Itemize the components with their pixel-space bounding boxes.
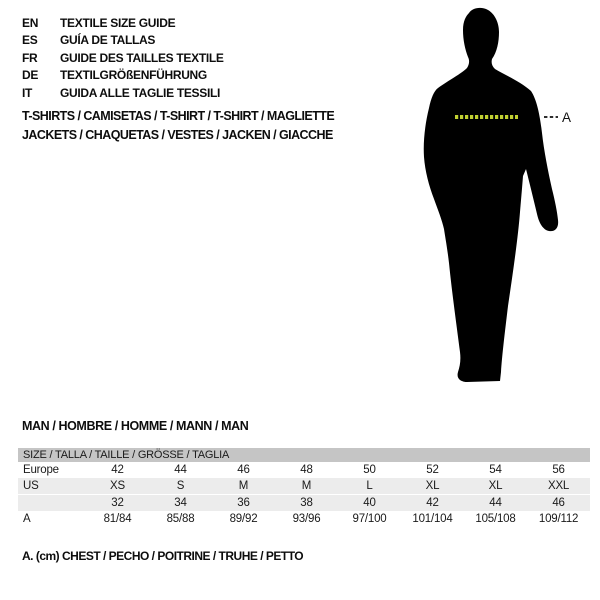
size-cell: 85/88 xyxy=(166,513,195,525)
language-label: GUIDA ALLE TAGLIE TESSILI xyxy=(60,85,221,100)
size-cell: XL xyxy=(464,478,527,495)
row-label xyxy=(18,495,86,512)
language-row-en xyxy=(22,14,224,32)
size-cell: 38 xyxy=(275,495,338,512)
table-row-chest-a xyxy=(18,511,590,527)
size-cell: 101/104 xyxy=(412,513,453,525)
row-label: Europe xyxy=(23,464,59,476)
language-list xyxy=(22,14,224,102)
size-cell: XS xyxy=(86,478,149,495)
size-cell: 48 xyxy=(300,464,313,476)
language-code: ES xyxy=(22,33,38,48)
man-silhouette xyxy=(424,8,558,382)
size-cell: 52 xyxy=(426,464,439,476)
size-cell: 50 xyxy=(363,464,376,476)
size-cell: 40 xyxy=(338,495,401,512)
size-cell: 44 xyxy=(464,495,527,512)
man-figure xyxy=(398,0,580,392)
size-table xyxy=(18,448,590,527)
language-code: DE xyxy=(22,68,39,83)
size-cell: S xyxy=(149,478,212,495)
table-row-numeric xyxy=(18,495,590,512)
size-cell: 109/112 xyxy=(538,513,579,525)
measure-label-a: A xyxy=(562,110,572,125)
language-label: GUÍA DE TALLAS xyxy=(60,33,156,48)
size-cell: 32 xyxy=(86,495,149,512)
size-cell: L xyxy=(338,478,401,495)
size-cell: 81/84 xyxy=(103,513,132,525)
language-code: FR xyxy=(22,50,38,65)
measurement-footnote: A. (cm) CHEST / PECHO / POITRINE / TRUHE / PETTO xyxy=(22,549,304,563)
table-row-us xyxy=(18,478,590,495)
row-label: US xyxy=(18,478,86,495)
table-row-europe xyxy=(18,462,590,478)
size-cell: 34 xyxy=(149,495,212,512)
size-cell: 46 xyxy=(527,495,590,512)
garment-categories xyxy=(22,107,334,145)
size-cell: XXL xyxy=(527,478,590,495)
size-cell: 46 xyxy=(237,464,250,476)
language-row-it xyxy=(22,84,224,102)
language-label: TEXTILE SIZE GUIDE xyxy=(60,15,176,30)
table-header-label: SIZE / TALLA / TAILLE / GRÖSSE / TAGLIA xyxy=(18,448,590,462)
size-cell: 89/92 xyxy=(229,513,258,525)
language-label: GUIDE DES TAILLES TEXTILE xyxy=(60,50,224,65)
size-cell: 42 xyxy=(401,495,464,512)
category-jackets: JACKETS / CHAQUETAS / VESTES / JACKEN / GIACCHE xyxy=(22,128,333,142)
language-row-de xyxy=(22,67,224,85)
size-cell: 44 xyxy=(174,464,187,476)
size-cell: 105/108 xyxy=(475,513,516,525)
category-tshirts: T-SHIRTS / CAMISETAS / T-SHIRT / T-SHIRT / MAGLIETTE xyxy=(22,109,335,123)
row-label: A xyxy=(23,513,31,525)
size-cell: 93/96 xyxy=(292,513,321,525)
size-cell: 36 xyxy=(212,495,275,512)
table-header-row xyxy=(18,448,590,462)
language-row-es xyxy=(22,32,224,50)
language-code: IT xyxy=(22,85,33,100)
section-title-man: MAN / HOMBRE / HOMME / MANN / MAN xyxy=(22,419,249,433)
size-cell: XL xyxy=(401,478,464,495)
size-cell: 97/100 xyxy=(352,513,387,525)
language-row-fr xyxy=(22,49,224,67)
language-label: TEXTILGRÖßENFÜHRUNG xyxy=(60,68,207,83)
size-cell: 56 xyxy=(552,464,565,476)
size-cell: M xyxy=(275,478,338,495)
size-cell: 54 xyxy=(489,464,502,476)
size-cell: 42 xyxy=(111,464,124,476)
size-cell: M xyxy=(212,478,275,495)
language-code: EN xyxy=(22,15,39,30)
